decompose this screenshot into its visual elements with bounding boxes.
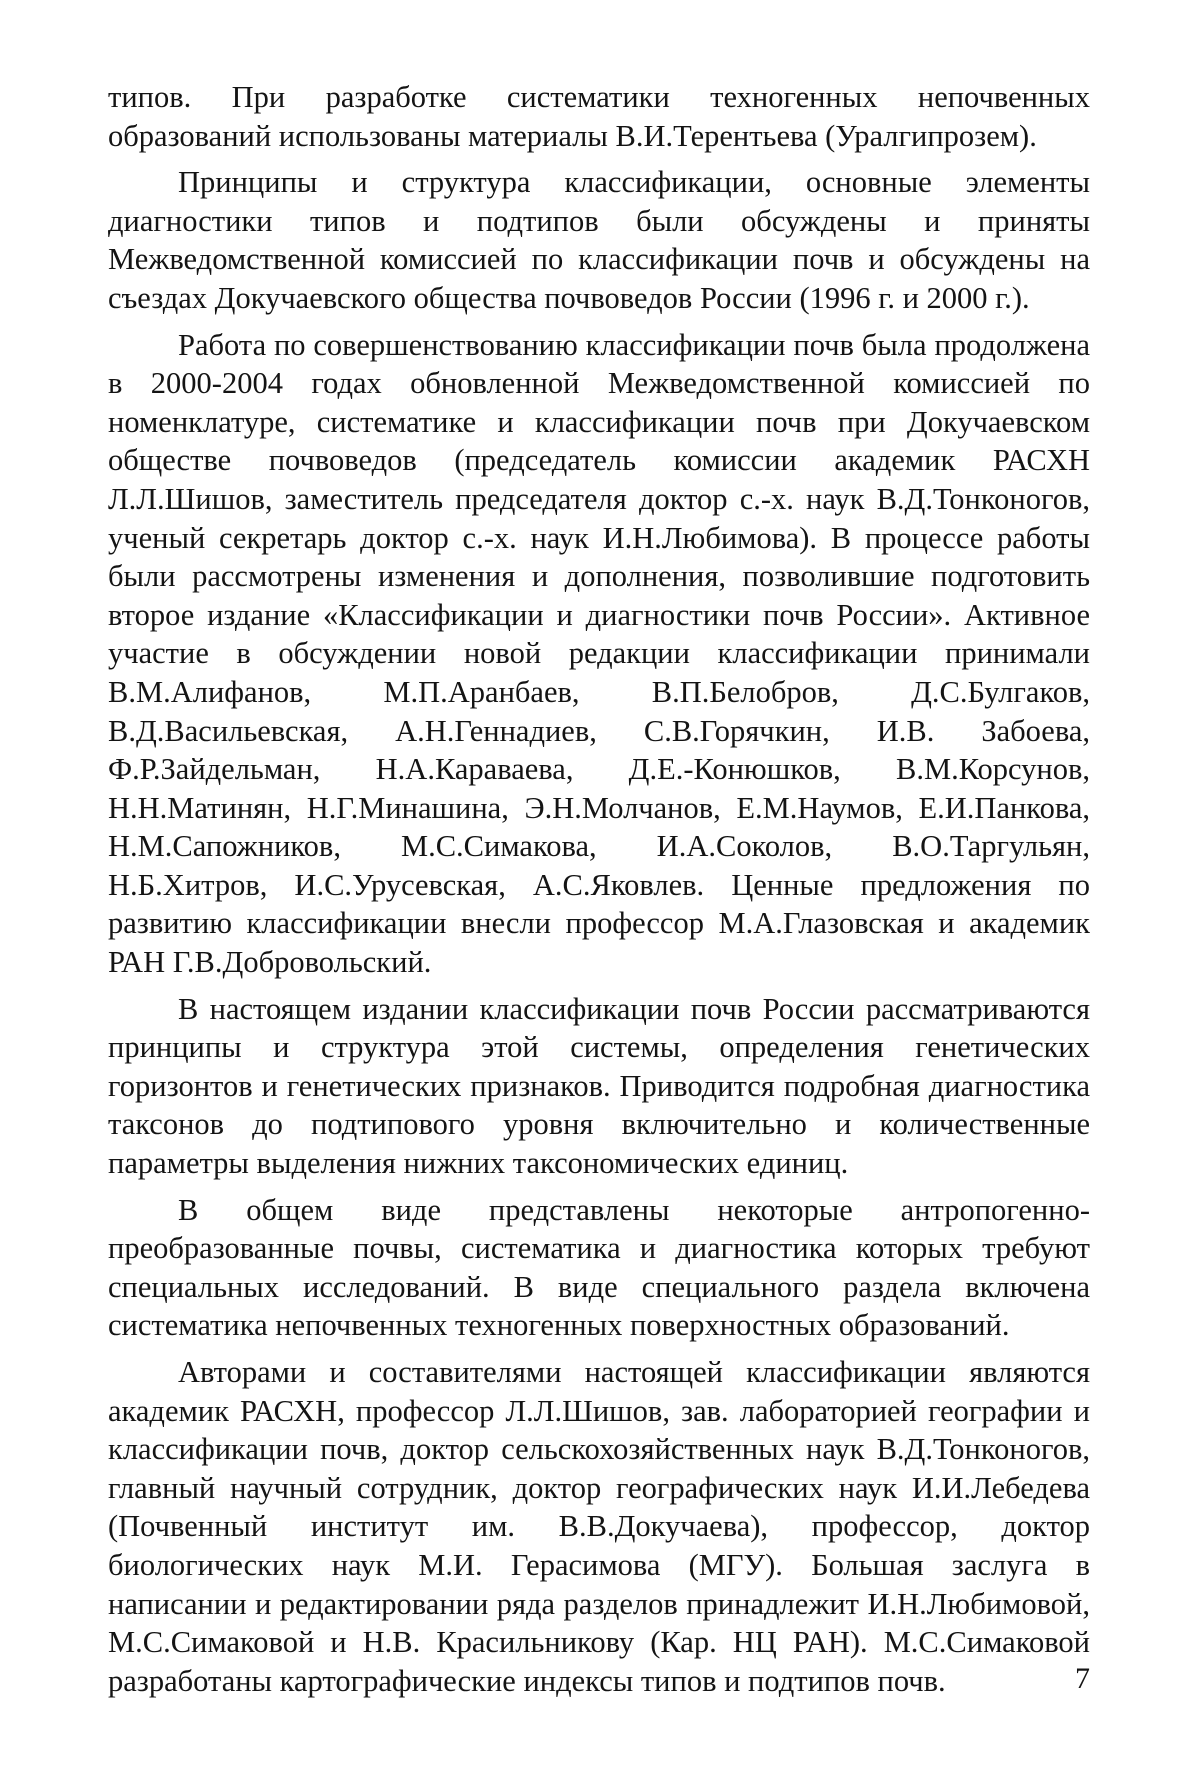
paragraph-current-edition: В настоящем издании классификации почв России рассматриваются принципы и структура этой системы, определения генетических горизонтов и генетических признаков. Приводится подробная диагностика таксонов до подтипового уровня включительно и количественные параметры выделения нижних таксономических единиц. — [108, 991, 1090, 1181]
paragraph-anthropogenic-soils: В общем виде представлены некоторые антропогенно-преобразованные почвы, систематика и диагностика которых требуют специальных исследований. В виде специального раздела включена систематика непочвенных техногенных поверхностных образований. — [108, 1192, 1090, 1343]
paragraph-continuation: типов. При разработке систематики техногенных непочвенных образований использованы материалы В.И.Терентьева (Уралгипрозем). — [108, 80, 1090, 153]
paragraph-authors: Авторами и составителями настоящей классификации являются академик РАСХН, профессор Л.Л.Шишов, зав. лабораторией географии и классификации почв, доктор сельскохозяйственных наук В.Д.Тонконогов, главный научный сотрудник, доктор географических наук И.И.Лебедева (Почвенный институт им. В.В.Докучаева), профессор, доктор биологических наук М.И. Герасимова (МГУ). Большая заслуга в написании и редактировании ряда разделов принадлежит И.Н.Любимовой, М.С.Симаковой и Н.В. Красильникову (Кар. НЦ РАН). М.С.Симаковой разработаны картографические индексы типов и подтипов почв. — [108, 1355, 1090, 1698]
paragraph-improvement-work: Работа по совершенствованию классификации почв была продолжена в 2000-2004 годах обновленной Межведомственной комиссией по номенклатуре, систематике и классификации почв при Докучаевском обществе почвоведов (председатель комиссии академик РАСХН Л.Л.Шишов, заместитель председателя доктор с.-х. наук В.Д.Тонконогов, ученый секретарь доктор с.-х. наук И.Н.Любимова). В процессе работы были рассмотрены изменения и дополнения, позволившие подготовить второе издание «Классификации и диагностики почв России». Активное участие в обсуждении новой редакции классификации принимали В.М.Алифанов, М.П.Аранбаев, В.П.Белобров, Д.С.Булгаков, В.Д.Васильевская, А.Н.Геннадиев, С.В.Горячкин, И.В. Забоева, Ф.Р.Зайдельман, Н.А.Караваева, Д.Е.-Конюшков, В.М.Корсунов, Н.Н.Матинян, Н.Г.Минашина, Э.Н.Молчанов, Е.М.Наумов, Е.И.Панкова, Н.М.Сапожников, М.С.Симакова, И.А.Соколов, В.О.Таргульян, Н.Б.Хитров, И.С.Урусевская, А.С.Яковлев. Ценные предложения по развитию классификации внесли профессор М.А.Глазовская и академик РАН Г.В.Добровольский. — [108, 327, 1090, 980]
paragraph-principles: Принципы и структура классификации, основные элементы диагностики типов и подтипов были обсуждены и приняты Межведомственной комиссией по классификации почв и обсуждены на съездах Докучаевского общества почвоведов России (1996 г. и 2000 г.). — [108, 165, 1090, 315]
page-number: 7 — [1075, 1662, 1090, 1695]
